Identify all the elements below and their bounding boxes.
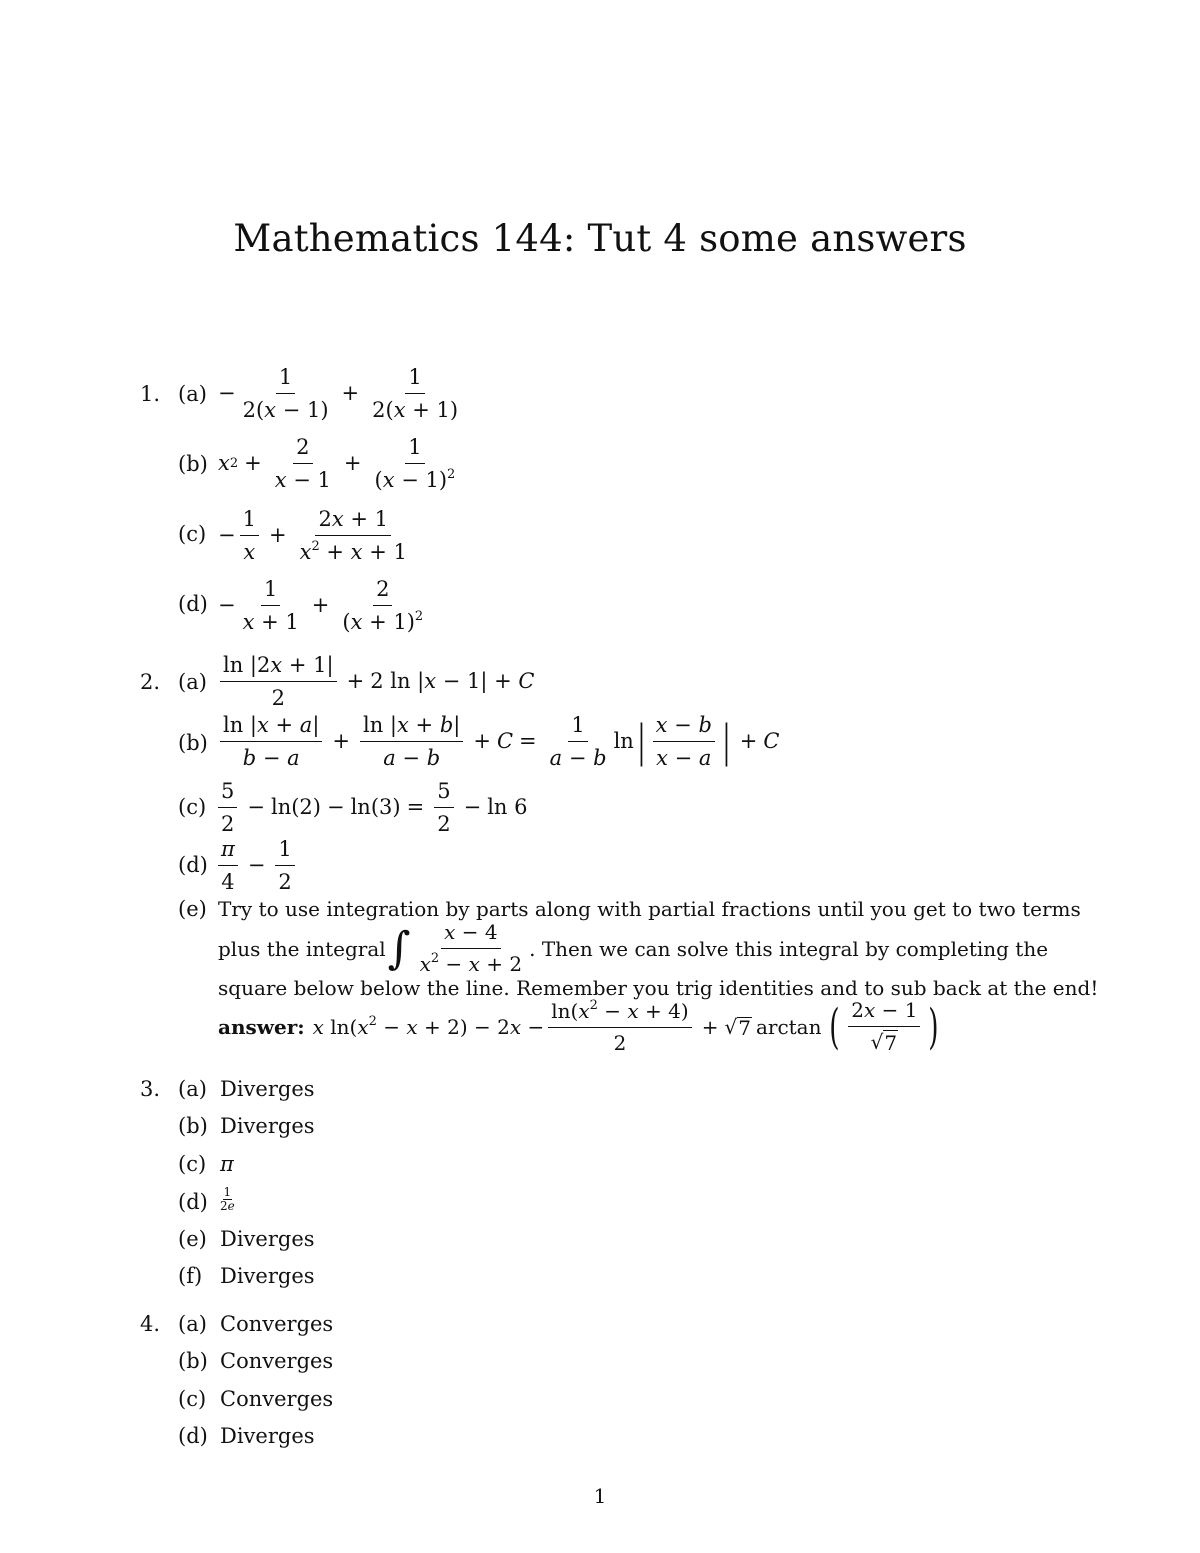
q4a-label: (a) [178,1312,207,1336]
q2d-answer: $\frac{\pi}{4}$ − $\frac{1}{2}$ [214,836,299,896]
integral-sign: ∫ [387,922,411,974]
q2c-answer: $\frac{5}{2}$ − ln(2) − ln(3) = $\frac{5}{2}$ − ln 6 [214,778,527,838]
q1c-label: (c) [178,522,207,546]
q1c-answer: − $\frac{1}{x}$ + $\frac{2x + 1}{x^2 + x + 1}$ [218,507,407,565]
question-2-number: 2. [140,670,161,694]
q2b-answer: $\frac{\ln |x + a|}{b - a}$ + $\frac{\ln |x + b|}{a - b}$ + C = $\frac{1}{a - b}$ ln | $\frac{x - b}{x - a}$ | + C [216,712,779,772]
q2c-label: (c) [178,795,207,819]
q2e-line2-start: plus the integral [218,936,386,961]
q4b-label: (b) [178,1349,208,1373]
q3f-answer: Diverges [220,1264,315,1288]
q3a-label: (a) [178,1077,207,1101]
question-3-number: 3. [140,1077,161,1101]
q2a-label: (a) [178,670,207,694]
q4a-answer: Converges [220,1312,334,1336]
q4c-label: (c) [178,1387,207,1411]
q2d-label: (d) [178,853,208,877]
q3c-answer: π [220,1152,234,1176]
q3b-answer: Diverges [220,1114,315,1138]
q2a-answer: $\frac{\ln |2x + 1|}{2}$ + 2 ln |x − 1| + C [216,652,535,712]
q1a-answer: − $\frac{1}{2(x - 1)}$ + $\frac{1}{2(x + 1)}$ [218,365,459,423]
answer-label: answer: [218,1015,305,1039]
q2b-label: (b) [178,731,208,755]
page-title: Mathematics 144: Tut 4 some answers [233,216,967,260]
q2e-text-line-2: plus the integral ∫ $\frac{x - 4}{x^2 - x + 2}$ . Then we can solve this integral by completing the [218,920,1049,976]
q4c-answer: Converges [220,1387,334,1411]
q4d-label: (d) [178,1424,208,1448]
page-number: 1 [593,1484,607,1508]
q3a-answer: Diverges [220,1077,315,1101]
q4b-answer: Converges [220,1349,334,1373]
q2e-answer: answer: x $\ln(x^2 - x + 2) - 2x$ − $\frac{\ln(x^2 - x + 4)}{2}$ + √ 7 arctan ( 2x − 1 √ 7 ) [218,997,939,1055]
q2e-line2-end: . Then we can solve this integral by completing the [529,936,1049,961]
q1b-label: (b) [178,452,208,476]
q3e-label: (e) [178,1227,207,1251]
q3d-label: (d) [178,1190,208,1214]
q3e-answer: Diverges [220,1227,315,1251]
question-4-number: 4. [140,1312,161,1336]
q3f-label: (f) [178,1264,203,1288]
q2e-label: (e) [178,897,207,921]
q1d-answer: − $\frac{1}{x + 1}$ + $\frac{2}{(x + 1)^2}$ [218,577,424,635]
q1d-label: (d) [178,592,208,616]
q4d-answer: Diverges [220,1424,315,1448]
q3c-label: (c) [178,1152,207,1176]
q1a-label: (a) [178,382,207,406]
q1b-answer: x 2 + $\frac{2}{x - 1}$ + $\frac{1}{(x - 1)^2}$ [218,435,456,493]
q2e-text-line-1: Try to use integration by parts along with partial fractions until you get to two terms [218,897,1081,921]
question-1-number: 1. [140,382,161,406]
q3d-answer: $\frac{1}{2e}$ [220,1185,235,1214]
q3b-label: (b) [178,1114,208,1138]
q2e-text-line-3: square below below the line. Remember you trig identities and to sub back at the end! [218,976,1099,1000]
